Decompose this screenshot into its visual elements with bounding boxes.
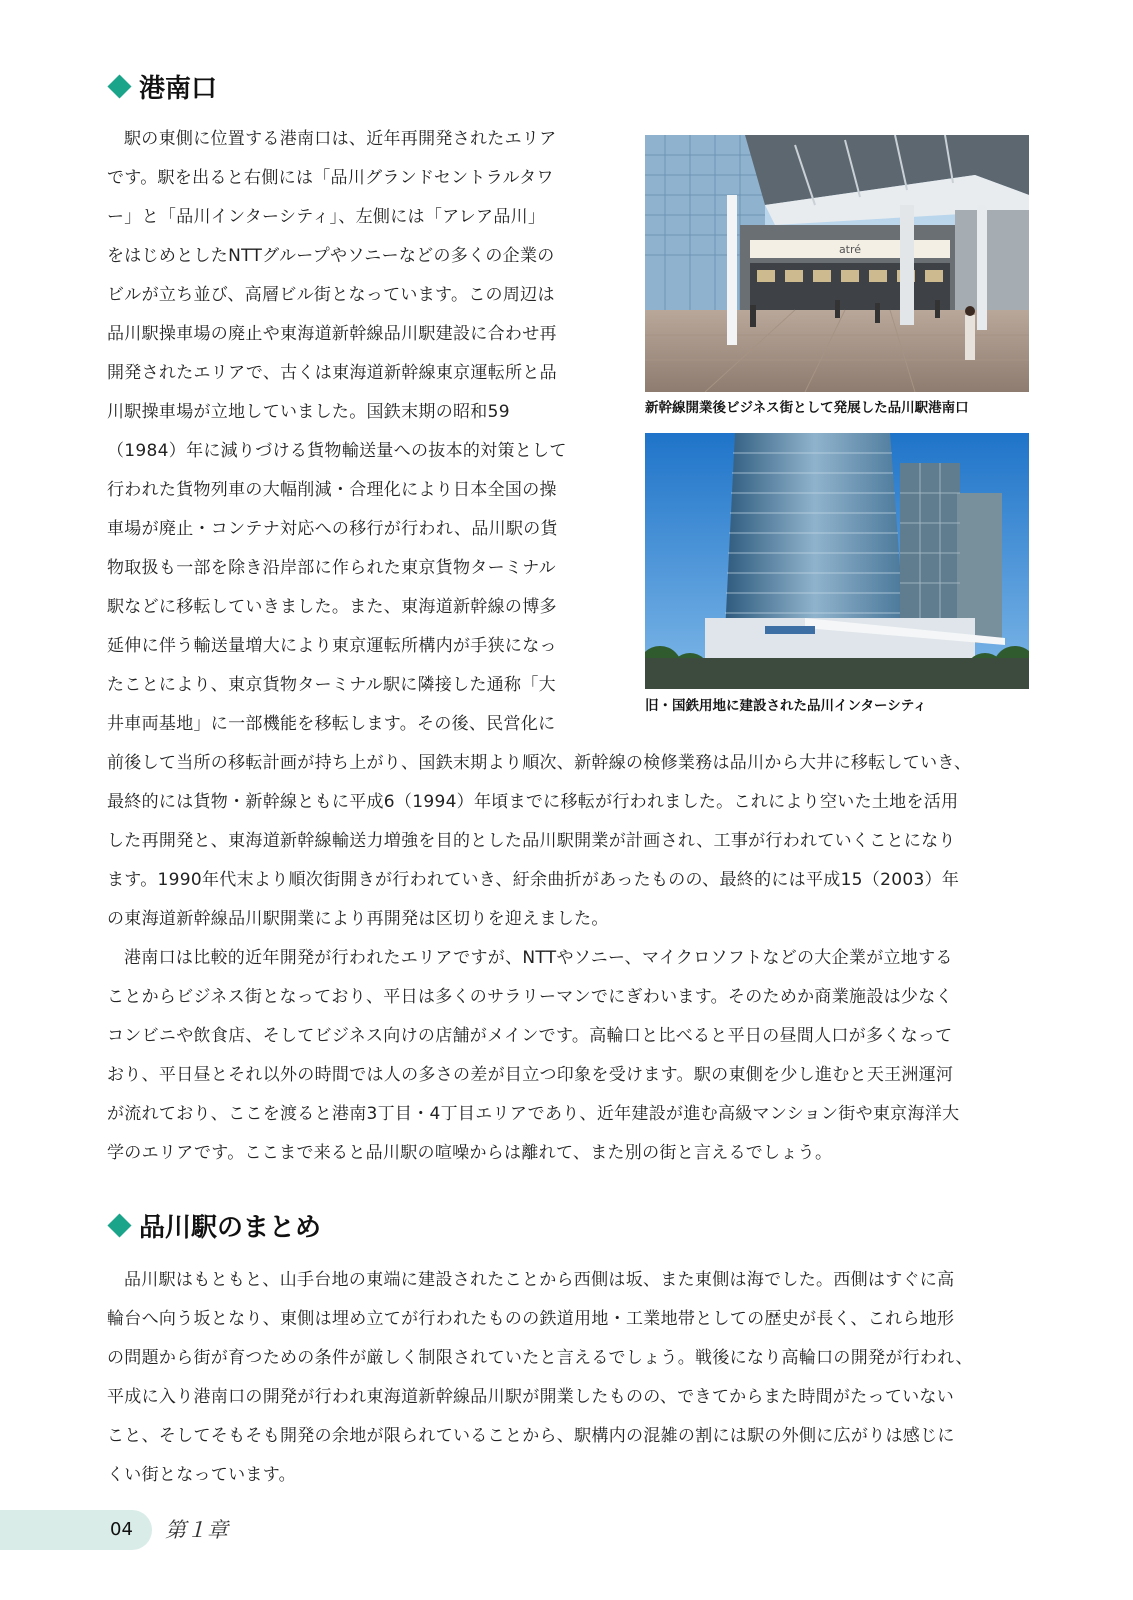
text-line: 最終的には貨物・新幹線ともに平成6（1994）年頃までに移転が行われました。これにより空いた土地を活用 — [107, 792, 959, 812]
chapter-label: 第１章 — [165, 1518, 228, 1542]
text-line: 品川駅操車場の廃止や東海道新幹線品川駅建設に合わせ再 — [107, 324, 557, 344]
text-line: コンビニや飲食店、そしてビジネス向けの店舗がメインです。高輪口と比べると平日の昼間人口が多くなって — [107, 1026, 953, 1046]
photo-caption: 新幹線開業後ビジネス街として発展した品川駅港南口 — [645, 400, 969, 416]
text-line: が流れており、ここを渡ると港南3丁目・4丁目エリアであり、近年建設が進む高級マンション街や東京海洋大 — [107, 1104, 960, 1124]
text-line: 延伸に伴う輸送量増大により東京運転所構内が手狭になっ — [107, 636, 557, 656]
text-line: をはじめとしたNTTグループやソニーなどの多くの企業の — [107, 246, 555, 266]
text-line: おり、平日昼とそれ以外の時間では人の多さの差が目立つ印象を受けます。駅の東側を少し進むと天王洲運河 — [107, 1065, 954, 1085]
text-line: くい街となっています。 — [107, 1465, 296, 1485]
text-line: ます。1990年代末より順次街開きが行われていき、紆余曲折があったものの、最終的には平成15（2003）年 — [107, 870, 960, 890]
text-line: 川駅操車場が立地していました。国鉄末期の昭和59 — [107, 402, 510, 422]
text-line: の東海道新幹線品川駅開業により再開発は区切りを迎えました。 — [107, 909, 609, 929]
text-line: （1984）年に減りづける貨物輸送量への抜本的対策として — [107, 441, 567, 461]
intercity-towers-illustration — [645, 433, 1029, 689]
text-line: 井車両基地」に一部機能を移転します。その後、民営化に — [107, 714, 556, 734]
text-line: 開発されたエリアで、古くは東海道新幹線東京運転所と品 — [107, 363, 557, 383]
text-line: ことからビジネス街となっており、平日は多くのサラリーマンでにぎわいます。そのためか商業施設は少なく — [107, 987, 953, 1007]
diamond-bullet-icon — [107, 1213, 131, 1237]
text-line: 前後して当所の移転計画が持ち上がり、国鉄末期より順次、新幹線の検修業務は品川から大井に移転していき、 — [107, 753, 972, 773]
text-line: 港南口は比較的近年開発が行われたエリアですが、NTTやソニー、マイクロソフトなどの大企業が立地する — [124, 948, 953, 968]
text-line: 物取扱も一部を除き沿岸部に作られた東京貨物ターミナル — [107, 558, 556, 578]
text-line: 学のエリアです。ここまで来ると品川駅の喧噪からは離れて、また別の街と言えるでしょう。 — [107, 1143, 833, 1163]
konan-paragraph-2 — [107, 939, 1027, 1173]
section-heading-konan — [107, 66, 217, 106]
text-line: 駅などに移転していきました。また、東海道新幹線の博多 — [107, 597, 557, 617]
atre-sign: atré — [838, 243, 862, 256]
text-line: たことにより、東京貨物ターミナル駅に隣接した通称「大 — [107, 675, 556, 695]
photo-intercity — [645, 433, 1029, 689]
text-line: こと、そしてそもそも開発の余地が限られていることから、駅構内の混雑の割には駅の外側に広がりは感じに — [107, 1426, 955, 1446]
summary-paragraph — [107, 1261, 1027, 1495]
text-line: 輪台へ向う坂となり、東側は埋め立てが行われたものの鉄道用地・工業地帯としての歴史が長く、これら地形 — [107, 1309, 955, 1329]
text-line: した再開発と、東海道新幹線輸送力増強を目的とした品川駅開業が計画され、工事が行われていくことになり — [107, 831, 956, 851]
text-line: 平成に入り港南口の開発が行われ東海道新幹線品川駅が開業したものの、できてからまた時間がたっていない — [107, 1387, 955, 1407]
page-number: 04 — [110, 1519, 133, 1540]
text-line: です。駅を出ると右側には「品川グランドセントラルタワ — [107, 168, 554, 188]
text-line: 行われた貨物列車の大幅削減・合理化により日本全国の操 — [107, 480, 557, 500]
photo-konan-exit — [645, 135, 1029, 392]
text-line: の問題から街が育つための条件が厳しく制限されていたと言えるでしょう。戦後になり高輪口の開発が行われ、 — [107, 1348, 973, 1368]
diamond-bullet-icon — [107, 74, 131, 98]
section-heading-text: 品川駅のまとめ — [139, 1212, 322, 1243]
section-heading-summary — [107, 1205, 321, 1245]
station-concourse-illustration — [645, 135, 1029, 392]
section-heading-text: 港南口 — [139, 73, 218, 104]
text-line: 駅の東側に位置する港南口は、近年再開発されたエリア — [124, 129, 557, 149]
text-line: 車場が廃止・コンテナ対応への移行が行われ、品川駅の貨 — [107, 519, 558, 539]
text-line: 品川駅はもともと、山手台地の東端に建設されたことから西側は坂、また東側は海でした。西側はすぐに高 — [124, 1270, 955, 1290]
konan-paragraph-continued — [107, 744, 1027, 939]
text-line: ー」と「品川インターシティ」、左側には「アレア品川」 — [107, 207, 546, 227]
konan-paragraph-wrapped — [107, 120, 607, 744]
text-line: ビルが立ち並び、高層ビル街となっています。この周辺は — [107, 285, 555, 305]
photo-caption: 旧・国鉄用地に建設された品川インターシティ — [645, 698, 927, 714]
